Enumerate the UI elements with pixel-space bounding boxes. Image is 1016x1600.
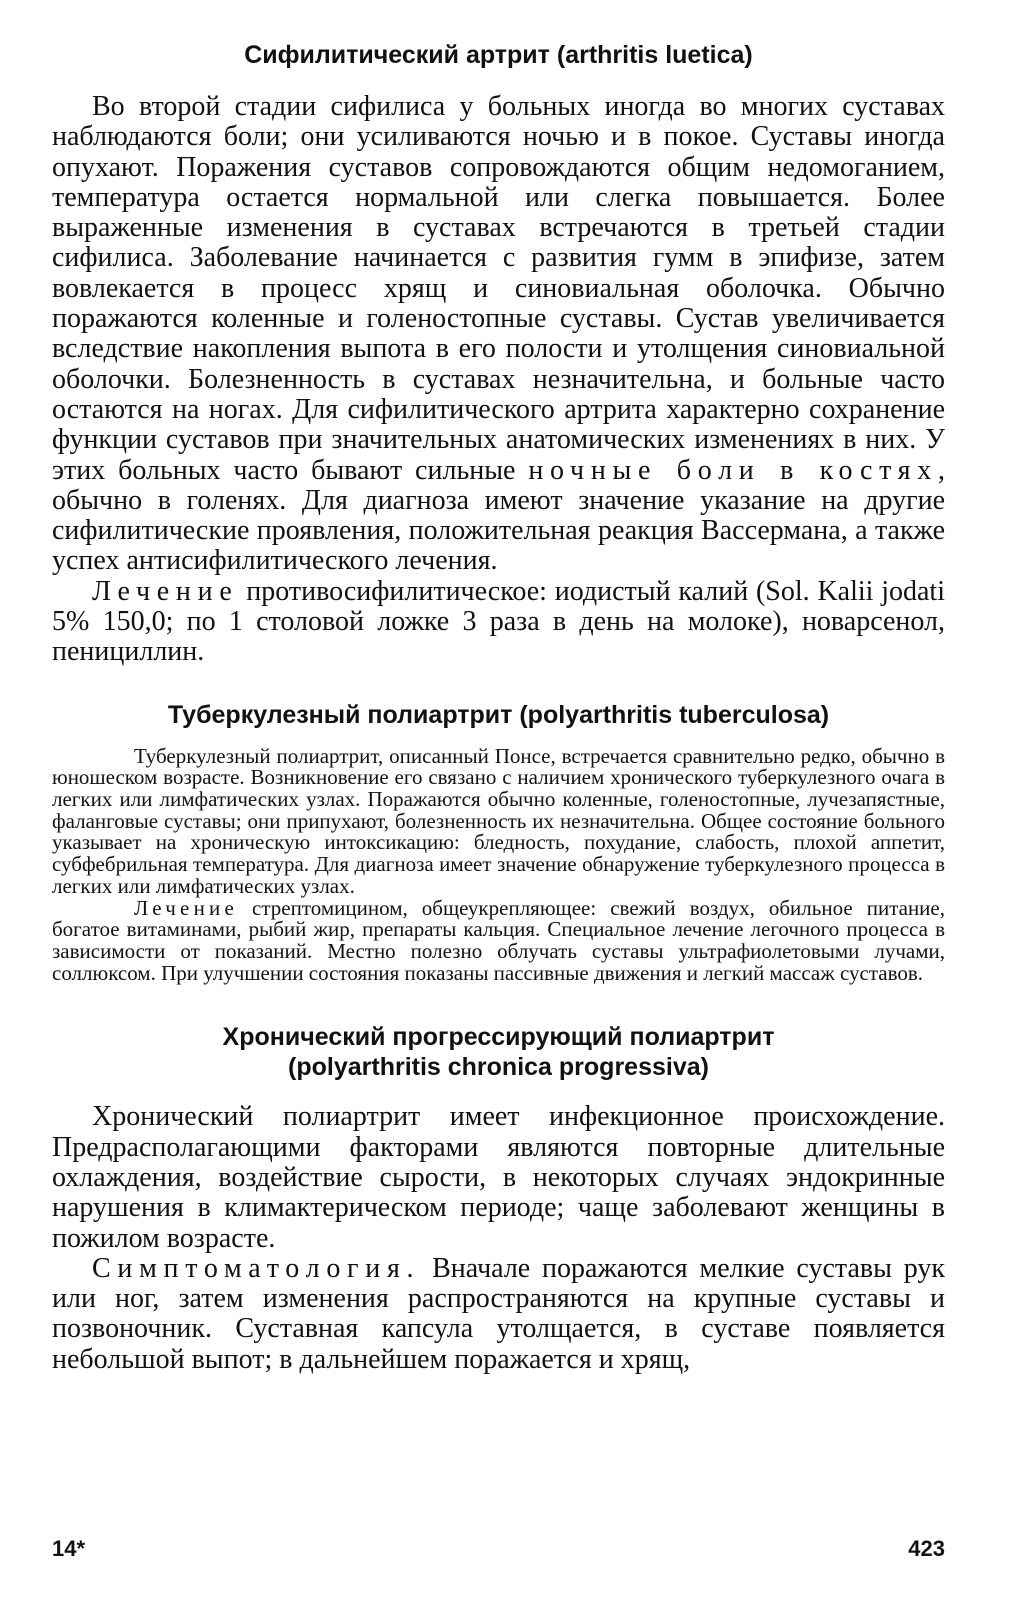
section-body-tuberculous-polyarthritis [52, 743, 945, 985]
paragraph [52, 577, 945, 668]
signature-mark: 14* [52, 1536, 86, 1561]
spaced-emphasis: ночные боли в костях [528, 454, 938, 486]
page-number: 423 [908, 1536, 945, 1561]
paragraph-text: Хронический полиартрит имеет инфекционное происхождение. Предрасполагающими факторами являются повторные длительные охлаждения, воздействие сырости, в некоторых случаях эндокринные нарушения в климактерическом периоде; чаще заболевают женщины в пожилом возрасте. [52, 1101, 945, 1254]
paragraph-text: Туберкулезный полиартрит, описанный Понсе, встречается сравнительно редко, обычно в юношеском возрасте. Возникновение его связано с наличием хронического туберкулезного очага в легких или лимфатических узлах. Поражаются обычно коленные, голеностопные, лучезапястные, фаланговые суставы; они припухают, болезненность их незначительна. Общее состояние больного указывает на хроническую интоксикацию: бледность, похудание, слабость, плохой аппетит, субфебрильная температура. Для диагноза имеет значение обнаружение туберкулезного процесса в легких или лимфатических узлах. [52, 743, 945, 898]
spaced-emphasis: Лечение [134, 895, 238, 920]
section-title-tuberculous-polyarthritis: Туберкулезный полиартрит (polyarthritis tuberculosa) [167, 700, 830, 729]
paragraph-text: Вначале поражаются мелкие суставы рук или ног, затем изменения распространяются на крупные суставы и позвоночник. Суставная капсула утолщается, в суставе появляется небольшой выпот; в дальнейшем поражается и хрящ, [52, 1252, 945, 1375]
paragraph-text: противосифилитическое: иодистый калий (Sol. Kalii jodati 5% 150,0; по 1 столовой ложке 3 раза в день на молоке), новарсенол, пенициллин. [52, 575, 945, 668]
spaced-emphasis: Лечение [92, 575, 239, 607]
section-body-chronic-polyarthritis [52, 1102, 945, 1375]
paragraph [52, 895, 945, 985]
title-line: Хронический прогрессирующий полиартрит [222, 1023, 775, 1052]
title-line: (polyarthritis chronica progressiva) [288, 1053, 709, 1082]
paragraph-text: стрептомицином, общеукрепляющее: свежий воздух, обильное питание, богатое витаминами, рыбий жир, препараты кальция. Специальное лечение легочного процесса в зависимости от показаний. Местно полезно облучать суставы ультрафиолетовыми лучами, соллюксом. При улучшении состояния показаны пассивные движения и легкий массаж суставов. [52, 895, 945, 985]
section-title-chronic-polyarthritis [52, 1022, 945, 1082]
section-title-syphilitic-arthritis: Сифилитический артрит (arthritis luetica) [244, 41, 753, 69]
paragraph-text: , обычно в голенях. Для диагноза имеют значение указание на другие сифилитические проявления, положительная реакция Вассермана, а также успех антисифилитического лечения. [52, 454, 945, 577]
paragraph [52, 743, 945, 898]
section-body-syphilitic-arthritis [52, 92, 945, 668]
paragraph-text: Во второй стадии сифилиса у больных иногда во многих суставах наблюдаются боли; они усиливаются ночью и в покое. Суставы иногда опухают. Поражения суставов сопровождаются общим недомоганием, температура остается нормальной или слегка повышается. Более выраженные изменения в суставах встречаются в третьей стадии сифилиса. Заболевание начинается с развития гумм в эпифизе, затем вовлекается в процесс хрящ и синовиальная оболочка. Обычно поражаются коленные и голеностопные суставы. Сустав увеличивается вследствие накопления выпота в его полости и утолщения синовиальной оболочки. Болезненность в суставах незначительна, и больные часто остаются на ногах. Для сифилитического артрита характерно сохранение функции суставов при значительных анатомических изменениях в них. У этих больных часто бывают сильные [52, 91, 945, 486]
page [52, 36, 945, 1375]
paragraph [52, 92, 945, 577]
paragraph [52, 1254, 945, 1375]
spaced-emphasis: Симптоматология. [92, 1252, 421, 1284]
paragraph [52, 1102, 945, 1253]
